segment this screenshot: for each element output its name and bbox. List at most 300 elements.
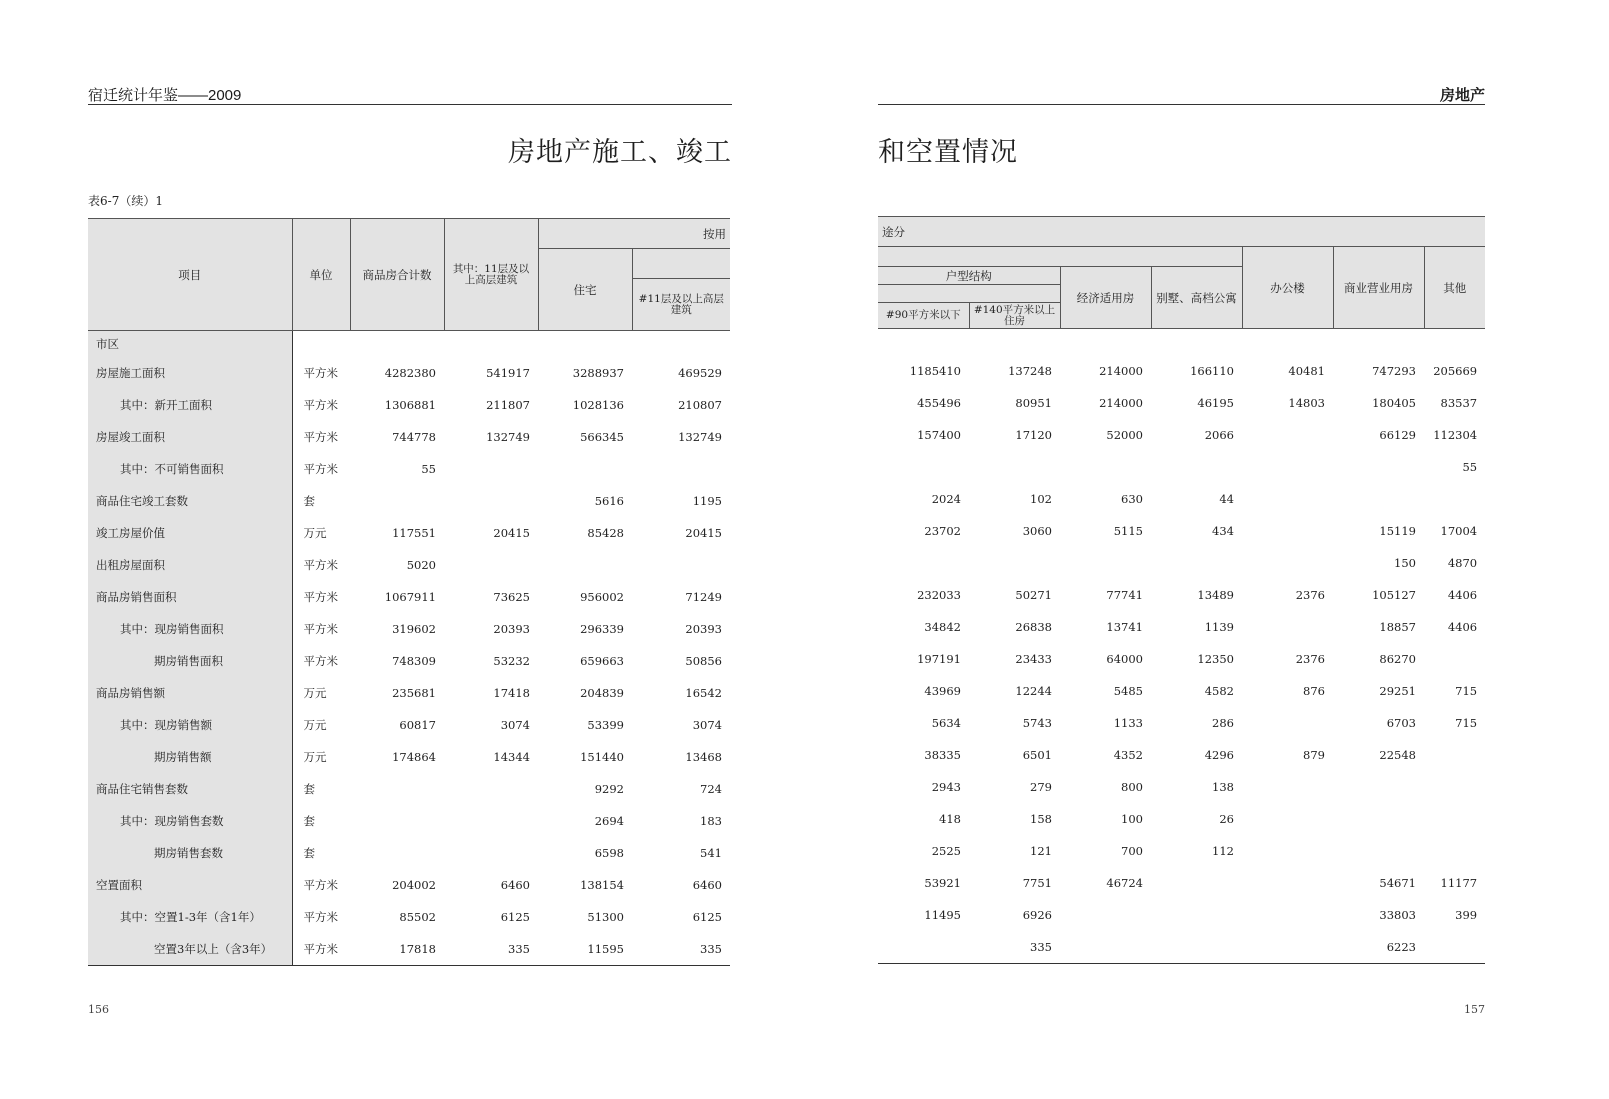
- table-row: [88, 709, 730, 741]
- table-cell: 6926: [1022, 908, 1052, 922]
- page-title-right: 和空置情况: [878, 137, 1018, 168]
- table-cell: 2066: [1204, 428, 1234, 442]
- table-cell: 51300: [587, 910, 624, 924]
- table-cell: 102: [1030, 492, 1052, 506]
- table-cell: 744778: [392, 430, 436, 444]
- table-cell: 630: [1121, 492, 1143, 506]
- table-row: [88, 357, 730, 389]
- table-cell: 83537: [1440, 396, 1478, 410]
- row-item-label: 商品住宅竣工套数: [88, 485, 292, 517]
- table-row: [878, 387, 1485, 419]
- table-cell: 455496: [917, 396, 961, 410]
- header-under90: #90平方米以下: [878, 303, 969, 329]
- table-cell: [444, 453, 538, 485]
- table-cell: 53232: [493, 654, 530, 668]
- table-cell: 22548: [1379, 748, 1416, 762]
- header-highrise: 其中：11层及以上高层建筑: [444, 219, 538, 331]
- table-cell: 11595: [538, 933, 632, 966]
- table-cell: [1242, 835, 1333, 867]
- data-table-right: [878, 216, 1485, 964]
- row-unit: 万元: [303, 686, 327, 700]
- table-cell: 54671: [1379, 876, 1416, 890]
- table-cell: 20393: [493, 622, 530, 636]
- table-cell: 5115: [1113, 524, 1143, 538]
- table-cell: 541: [700, 846, 722, 860]
- row-item-label: 其中：现房销售面积: [88, 613, 292, 645]
- table-cell: 23433: [1015, 652, 1052, 666]
- table-cell: 6125: [500, 910, 530, 924]
- table-cell: 20393: [685, 622, 722, 636]
- row-unit: 平方米: [303, 398, 338, 412]
- row-item-label: 商品住宅销售套数: [88, 773, 292, 805]
- table-row: [88, 485, 730, 517]
- header-item: 项目: [88, 219, 292, 331]
- table-cell: [538, 453, 632, 485]
- table-cell: 46195: [1197, 396, 1234, 410]
- header-structure-blank: [878, 285, 1060, 303]
- table-cell: [1151, 867, 1242, 899]
- table-row: [878, 451, 1485, 483]
- table-cell: 700: [1121, 844, 1143, 858]
- table-cell: [1060, 451, 1151, 483]
- row-unit: 套: [303, 814, 315, 828]
- table-cell: 2943: [931, 780, 961, 794]
- table-row: [878, 547, 1485, 579]
- header-by-use-b: 途分: [878, 217, 1485, 247]
- table-cell: 956002: [580, 590, 624, 604]
- table-cell: [878, 329, 969, 356]
- table-cell: [1333, 483, 1424, 515]
- table-cell: 286: [1212, 716, 1234, 730]
- table-cell: 335: [969, 931, 1060, 964]
- table-cell: [969, 547, 1060, 579]
- table-cell: 55: [421, 462, 436, 476]
- table-row: [878, 899, 1485, 931]
- row-item-label: 其中：现房销售套数: [88, 805, 292, 837]
- table-cell: 112: [1212, 844, 1234, 858]
- row-item-label: 商品房销售额: [88, 677, 292, 709]
- table-row: [878, 771, 1485, 803]
- table-cell: [350, 837, 444, 869]
- table-cell: 44: [1219, 492, 1234, 506]
- row-unit: 平方米: [303, 878, 338, 892]
- table-cell: 121: [1030, 844, 1052, 858]
- table-cell: 85502: [399, 910, 436, 924]
- table-cell: 20415: [493, 526, 530, 540]
- table-cell: 73625: [493, 590, 530, 604]
- header-blank-right: [878, 247, 1242, 267]
- table-cell: [1242, 867, 1333, 899]
- table-row: [88, 389, 730, 421]
- table-cell: 117551: [392, 526, 436, 540]
- table-cell: 204839: [580, 686, 624, 700]
- table-cell: 151440: [580, 750, 624, 764]
- table-cell: [1242, 771, 1333, 803]
- table-cell: 150: [1394, 556, 1416, 570]
- row-unit: [292, 331, 350, 358]
- table-cell: 12244: [1015, 684, 1052, 698]
- table-cell: 6703: [1386, 716, 1416, 730]
- table-cell: 434: [1212, 524, 1234, 538]
- table-cell: 6501: [1022, 748, 1052, 762]
- row-item-label: 其中：不可销售面积: [88, 453, 292, 485]
- table-cell: [1242, 707, 1333, 739]
- row-item-label: 其中：空置1-3年（含1年）: [88, 901, 292, 933]
- table-cell: [1242, 899, 1333, 931]
- table-cell: 659663: [580, 654, 624, 668]
- table-row: [878, 739, 1485, 771]
- table-cell: 1139: [1204, 620, 1234, 634]
- table-cell: 60817: [399, 718, 436, 732]
- row-unit: 万元: [303, 526, 327, 540]
- row-unit: 平方米: [303, 462, 338, 476]
- table-cell: 137248: [1008, 364, 1052, 378]
- table-cell: 17818: [350, 933, 444, 966]
- table-cell: 319602: [392, 622, 436, 636]
- table-cell: [538, 331, 632, 358]
- header-other: 其他: [1424, 247, 1485, 329]
- table-cell: 2525: [931, 844, 961, 858]
- header-rule-left: [88, 104, 732, 105]
- table-cell: 5634: [931, 716, 961, 730]
- table-cell: 1185410: [909, 364, 961, 378]
- table-cell: 138154: [580, 878, 624, 892]
- row-item-label: 期房销售额: [88, 741, 292, 773]
- table-cell: [444, 837, 538, 869]
- table-cell: 66129: [1379, 428, 1416, 442]
- header-structure: 户型结构: [878, 267, 1060, 285]
- table-cell: 1133: [1113, 716, 1143, 730]
- table-cell: 13468: [685, 750, 722, 764]
- table-cell: 566345: [580, 430, 624, 444]
- table-cell: 86270: [1379, 652, 1416, 666]
- table-row: [88, 677, 730, 709]
- table-cell: 180405: [1372, 396, 1416, 410]
- table-row: [88, 331, 730, 358]
- table-cell: [1242, 483, 1333, 515]
- table-cell: 71249: [685, 590, 722, 604]
- row-item-label: 竣工房屋价值: [88, 517, 292, 549]
- table-cell: 17418: [493, 686, 530, 700]
- table-cell: [1242, 547, 1333, 579]
- header-affordable: 经济适用房: [1060, 267, 1151, 329]
- table-row: [88, 517, 730, 549]
- table-cell: 1067911: [384, 590, 436, 604]
- table-cell: 20415: [685, 526, 722, 540]
- row-item-label: 出租房屋面积: [88, 549, 292, 581]
- row-item-label: 市区: [88, 331, 292, 358]
- table-cell: 112304: [1433, 428, 1478, 442]
- table-cell: [350, 773, 444, 805]
- table-cell: 335: [444, 933, 538, 966]
- table-cell: 53921: [924, 876, 961, 890]
- table-cell: [969, 329, 1060, 356]
- table-cell: 235681: [392, 686, 436, 700]
- table-row: [88, 421, 730, 453]
- table-cell: 1195: [692, 494, 722, 508]
- row-unit: 平方米: [292, 933, 350, 966]
- page-number-right: 157: [1464, 1003, 1485, 1016]
- table-row: [878, 611, 1485, 643]
- table-row: [88, 613, 730, 645]
- table-cell: [1333, 451, 1424, 483]
- table-cell: [1060, 931, 1151, 964]
- page-number-left: 156: [88, 1003, 109, 1016]
- table-row: [88, 901, 730, 933]
- header-over140: #140平方米以上住房: [969, 303, 1060, 329]
- table-cell: 399: [1455, 908, 1478, 922]
- table-row: [878, 579, 1485, 611]
- table-cell: 4870: [1447, 556, 1478, 570]
- row-unit: 平方米: [303, 622, 338, 636]
- table-cell: 469529: [678, 366, 722, 380]
- row-unit: 套: [303, 494, 315, 508]
- table-cell: [1424, 771, 1485, 803]
- table-cell: 100: [1121, 812, 1143, 826]
- table-cell: 4296: [1204, 748, 1234, 762]
- table-cell: 3060: [1022, 524, 1052, 538]
- table-cell: [444, 331, 538, 358]
- table-cell: 210807: [678, 398, 722, 412]
- table-cell: 335: [632, 933, 730, 966]
- table-cell: 2376: [1295, 588, 1325, 602]
- table-cell: 174864: [392, 750, 436, 764]
- table-cell: [1424, 329, 1485, 356]
- table-cell: 77741: [1106, 588, 1143, 602]
- header-commercial: 商业营业用房: [1333, 247, 1424, 329]
- table-cell: 13741: [1106, 620, 1143, 634]
- table-cell: 64000: [1106, 652, 1143, 666]
- row-item-label: 房屋施工面积: [88, 357, 292, 389]
- table-cell: [1424, 803, 1485, 835]
- table-row: [88, 741, 730, 773]
- header-by-use-a: 按用: [538, 219, 730, 249]
- table-row: [878, 867, 1485, 899]
- table-cell: 85428: [587, 526, 624, 540]
- table-cell: 11177: [1440, 876, 1478, 890]
- table-cell: [1060, 547, 1151, 579]
- table-row: [88, 549, 730, 581]
- table-row: [878, 803, 1485, 835]
- table-cell: [1242, 931, 1333, 964]
- table-cell: [878, 451, 969, 483]
- table-cell: 158: [1030, 812, 1052, 826]
- table-cell: [1333, 771, 1424, 803]
- table-cell: 16542: [685, 686, 722, 700]
- table-cell: 296339: [580, 622, 624, 636]
- table-cell: 53399: [587, 718, 624, 732]
- table-cell: [350, 485, 444, 517]
- table-cell: 541917: [486, 366, 530, 380]
- table-cell: 43969: [924, 684, 961, 698]
- table-cell: [969, 451, 1060, 483]
- table-cell: 211807: [486, 398, 530, 412]
- header-total: 商品房合计数: [350, 219, 444, 331]
- table-cell: 747293: [1372, 364, 1416, 378]
- row-unit: 平方米: [303, 590, 338, 604]
- table-cell: 715: [1455, 716, 1478, 730]
- table-cell: 132749: [678, 430, 722, 444]
- table-cell: [1151, 547, 1242, 579]
- table-cell: 12350: [1197, 652, 1234, 666]
- table-row: [88, 581, 730, 613]
- row-unit: 平方米: [303, 366, 338, 380]
- table-cell: 50271: [1015, 588, 1052, 602]
- table-cell: 2024: [931, 492, 961, 506]
- row-item-label: 期房销售面积: [88, 645, 292, 677]
- row-unit: 万元: [303, 718, 327, 732]
- table-cell: 748309: [392, 654, 436, 668]
- table-cell: [632, 331, 730, 358]
- table-cell: 3074: [692, 718, 722, 732]
- table-cell: 205669: [1433, 364, 1478, 378]
- data-table-left: [88, 218, 730, 966]
- table-cell: 13489: [1197, 588, 1234, 602]
- table-cell: 6125: [692, 910, 722, 924]
- table-cell: 14344: [493, 750, 530, 764]
- table-cell: [1151, 899, 1242, 931]
- table-cell: 4582: [1204, 684, 1234, 698]
- table-cell: 204002: [392, 878, 436, 892]
- table-cell: 2376: [1295, 652, 1325, 666]
- table-cell: 14803: [1288, 396, 1325, 410]
- table-cell: [878, 931, 969, 964]
- table-cell: 6598: [594, 846, 624, 860]
- table-cell: 279: [1030, 780, 1052, 794]
- table-cell: 6460: [500, 878, 530, 892]
- table-cell: 26: [1219, 812, 1234, 826]
- header-blank: [632, 249, 730, 279]
- header-rule-right: [878, 104, 1485, 105]
- table-cell: [1242, 611, 1333, 643]
- table-cell: 23702: [924, 524, 961, 538]
- table-cell: [1424, 739, 1485, 771]
- table-cell: 3074: [500, 718, 530, 732]
- table-cell: 4406: [1447, 588, 1478, 602]
- table-cell: 214000: [1099, 396, 1143, 410]
- table-cell: 33803: [1379, 908, 1416, 922]
- table-cell: [632, 549, 730, 581]
- row-item-label: 其中：新开工面积: [88, 389, 292, 421]
- row-item-label: 期房销售套数: [88, 837, 292, 869]
- table-cell: 157400: [917, 428, 961, 442]
- table-row: [88, 453, 730, 485]
- table-cell: [350, 331, 444, 358]
- table-cell: 52000: [1106, 428, 1143, 442]
- table-cell: [1424, 931, 1485, 964]
- row-unit: 平方米: [303, 558, 338, 572]
- table-cell: 80951: [1015, 396, 1052, 410]
- table-cell: 38335: [924, 748, 961, 762]
- table-cell: [1242, 451, 1333, 483]
- header-villa: 别墅、高档公寓: [1151, 267, 1242, 329]
- running-head-left: 宿迁统计年鉴——2009: [88, 87, 242, 104]
- row-item-label: 其中：现房销售额: [88, 709, 292, 741]
- running-head-right: 房地产: [1439, 87, 1485, 104]
- table-cell: [1151, 451, 1242, 483]
- table-cell: 18857: [1379, 620, 1416, 634]
- row-item-label: 空置面积: [88, 869, 292, 901]
- page-title-left: 房地产施工、竣工: [508, 137, 732, 168]
- table-cell: 7751: [1022, 876, 1052, 890]
- table-row: [88, 773, 730, 805]
- table-cell: 715: [1455, 684, 1478, 698]
- table-cell: 46724: [1106, 876, 1143, 890]
- table-cell: [444, 549, 538, 581]
- table-cell: 2694: [594, 814, 624, 828]
- table-cell: [1151, 931, 1242, 964]
- row-item-label: 房屋竣工面积: [88, 421, 292, 453]
- table-cell: [1242, 419, 1333, 451]
- table-row: [88, 933, 730, 966]
- table-row: [88, 837, 730, 869]
- table-cell: 197191: [917, 652, 961, 666]
- table-cell: 11495: [924, 908, 961, 922]
- table-cell: 5485: [1113, 684, 1143, 698]
- row-item-label: 商品房销售面积: [88, 581, 292, 613]
- table-cell: [1060, 899, 1151, 931]
- row-unit: 平方米: [303, 430, 338, 444]
- header-unit: 单位: [292, 219, 350, 331]
- table-cell: 3288937: [572, 366, 624, 380]
- table-row: [878, 419, 1485, 451]
- table-cell: 9292: [594, 782, 624, 796]
- table-cell: 4406: [1447, 620, 1478, 634]
- table-row: [878, 707, 1485, 739]
- table-cell: [1424, 835, 1485, 867]
- table-row: [878, 931, 1485, 964]
- table-cell: 132749: [486, 430, 530, 444]
- table-cell: 4282380: [384, 366, 436, 380]
- table-cell: 4352: [1113, 748, 1143, 762]
- table-row: [878, 835, 1485, 867]
- table-cell: [1424, 643, 1485, 675]
- table-row: [878, 515, 1485, 547]
- table-cell: [1424, 483, 1485, 515]
- table-cell: 418: [939, 812, 961, 826]
- table-row: [878, 329, 1485, 356]
- header-office: 办公楼: [1242, 247, 1333, 329]
- table-row: [878, 675, 1485, 707]
- table-cell: [350, 805, 444, 837]
- table-cell: 6223: [1333, 931, 1424, 964]
- row-unit: 平方米: [303, 654, 338, 668]
- table-cell: [444, 773, 538, 805]
- row-unit: 万元: [303, 750, 327, 764]
- table-cell: 232033: [917, 588, 961, 602]
- table-cell: [1333, 835, 1424, 867]
- table-cell: [444, 805, 538, 837]
- table-cell: 1028136: [572, 398, 624, 412]
- table-cell: 40481: [1288, 364, 1325, 378]
- table-cell: [444, 485, 538, 517]
- table-label: 表6-7（续）1: [88, 194, 163, 208]
- table-cell: 724: [700, 782, 722, 796]
- table-row: [88, 869, 730, 901]
- row-unit: 套: [303, 846, 315, 860]
- table-cell: [1242, 329, 1333, 356]
- table-cell: 214000: [1099, 364, 1143, 378]
- row-unit: 平方米: [303, 910, 338, 924]
- table-cell: [878, 547, 969, 579]
- table-cell: [538, 549, 632, 581]
- header-residential-highrise: #11层及以上高层建筑: [632, 279, 730, 331]
- table-cell: 50856: [685, 654, 722, 668]
- table-cell: [1333, 329, 1424, 356]
- table-cell: 879: [1303, 748, 1325, 762]
- table-cell: [1242, 803, 1333, 835]
- table-cell: [1060, 329, 1151, 356]
